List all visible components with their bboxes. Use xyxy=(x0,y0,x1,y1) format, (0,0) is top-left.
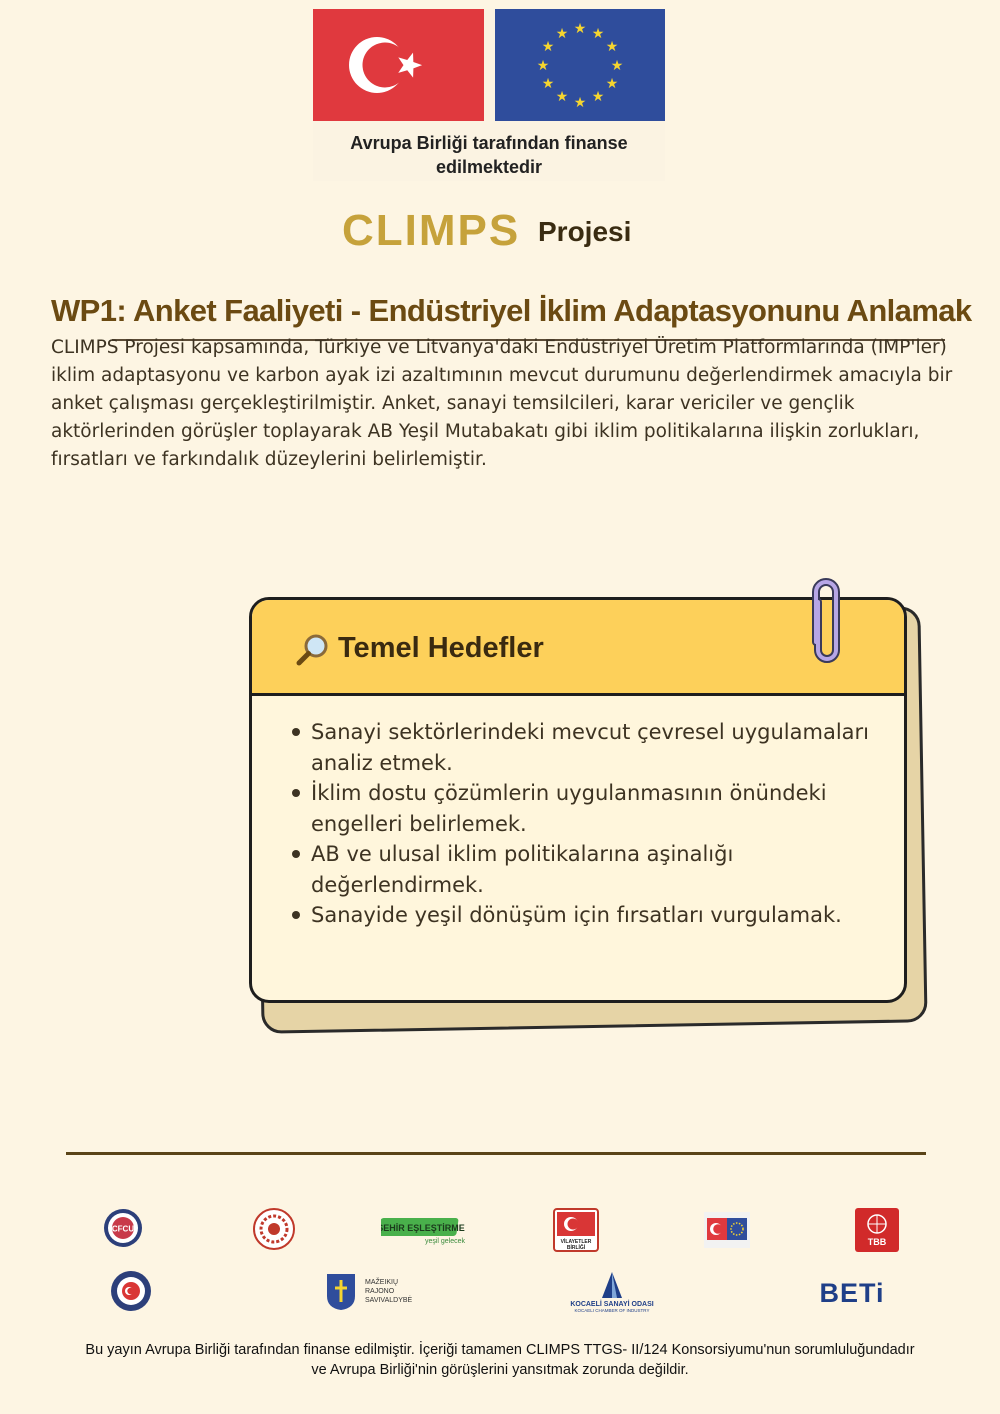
vilayetler-text-1: VİLAYETLER xyxy=(560,1239,592,1245)
list-item: Sanayi sektörlerindeki mevcut çevresel uygulamaları analiz etmek. xyxy=(288,717,888,778)
svg-text:★: ★ xyxy=(536,58,550,74)
cfcu-emblem-icon xyxy=(103,1208,143,1248)
mazeikiu-text-1: MAŽEIKIŲ xyxy=(365,1279,399,1286)
vilayetler-emblem-icon xyxy=(553,1208,599,1252)
svg-text:★: ★ xyxy=(541,39,555,55)
tbb-emblem-icon xyxy=(855,1208,899,1252)
svg-text:★: ★ xyxy=(591,89,605,105)
magnifier-icon xyxy=(296,632,332,668)
paperclip-icon xyxy=(802,572,850,664)
tbb-logo xyxy=(855,1208,899,1252)
eu-turkey-flags-icon xyxy=(704,1208,750,1252)
svg-text:★: ★ xyxy=(605,76,619,92)
mazeikiu-text-3: SAVIVALDYBĖ xyxy=(365,1297,413,1304)
intro-paragraph: CLIMPS Projesi kapsamında, Türkiye ve Litvanya'daki Endüstriyel Üretim Platformlarında (IMP'ler) iklim adaptasyonu ve karbon ayak izi azaltımının mevcut durumunu değerlendirmek amacıyla bir anket çalışması gerçekleştirilmiştir. Anket, sanayi temsilcileri, karar vericiler ve gençlik aktörlerinden görüşler toplayarak AB Yeşil Mutabakatı gibi iklim politikalarına ilişkin zorlukları, fırsatları ve farkındalık düzeylerini belirlemiştir. xyxy=(51,337,953,470)
page-title: WP1: Anket Faaliyeti - Endüstriyel İklim Adaptasyonunu Anlamak xyxy=(51,293,972,328)
mazeikiu-logo xyxy=(325,1272,435,1312)
kso-subtext: KOCAELI CHAMBER OF INDUSTRY xyxy=(574,1308,650,1313)
footer-divider xyxy=(66,1152,926,1155)
municipality-emblem-icon xyxy=(110,1270,152,1312)
eu-funding-block xyxy=(313,9,665,181)
svg-text:★: ★ xyxy=(555,26,569,42)
kso-mark xyxy=(562,1268,662,1314)
beti-text: BETi xyxy=(819,1278,885,1308)
eu-stars-icon xyxy=(495,9,665,121)
cfcu-label: CFCU xyxy=(111,1224,135,1234)
sehir-eslestirme-text: ŞEHİR EŞLEŞTİRME xyxy=(381,1223,465,1233)
vilayetler-text-2: BİRLİĞİ xyxy=(566,1245,586,1251)
vilayetler-birligi-logo xyxy=(553,1208,599,1252)
sehir-eslestirme-sub: yeşil gelecek xyxy=(424,1238,466,1245)
crescent-star-icon xyxy=(313,9,484,121)
beti-logo xyxy=(810,1274,894,1310)
cfcu-logo xyxy=(103,1208,143,1248)
svg-text:★: ★ xyxy=(591,26,605,42)
objectives-list xyxy=(288,717,888,931)
list-item: AB ve ulusal iklim politikalarına aşinalığı değerlendirmek. xyxy=(288,839,888,900)
card-title: Temel Hedefler xyxy=(338,632,544,664)
svg-text:★: ★ xyxy=(555,89,569,105)
svg-text:★: ★ xyxy=(541,76,555,92)
kso-text: KOCAELİ SANAYİ ODASI xyxy=(570,1301,654,1308)
eu-flag xyxy=(495,9,665,121)
svg-text:★: ★ xyxy=(610,58,624,74)
beti-mark xyxy=(810,1274,894,1310)
brand-subtitle: Projesi xyxy=(538,216,632,247)
svg-text:★: ★ xyxy=(605,39,619,55)
svg-text:★: ★ xyxy=(573,95,587,111)
svg-text:★: ★ xyxy=(573,21,587,37)
climps-logo: CLIMPS xyxy=(342,206,521,255)
project-brand xyxy=(342,202,662,262)
eu-turkey-logo xyxy=(704,1208,750,1252)
ministry-logo xyxy=(253,1208,295,1250)
municipality-logo xyxy=(110,1270,152,1312)
turkish-flag xyxy=(313,9,484,121)
eu-funding-caption: Avrupa Birliği tarafından finanse edilmektedir xyxy=(350,133,628,177)
sehir-eslestirme-logo xyxy=(381,1216,473,1246)
footer-disclaimer: Bu yayın Avrupa Birliği tarafından finanse edilmiştir. İçeriği tamamen CLIMPS TTGS- II/124 Konsorsiyumu'nun sorumluluğundadır ve Avrupa Birliği'nin görüşlerini yansıtmak zorunda değildir. xyxy=(85,1342,915,1378)
mazeikiu-mark xyxy=(325,1272,435,1312)
mazeikiu-text-2: RAJONO xyxy=(365,1288,395,1295)
list-item: Sanayide yeşil dönüşüm için fırsatları vurgulamak. xyxy=(288,900,888,931)
list-item: İklim dostu çözümlerin uygulanmasının önündeki engelleri belirlemek. xyxy=(288,778,888,839)
tbb-text: TBB xyxy=(867,1237,887,1247)
sehir-eslestirme-mark xyxy=(381,1216,473,1246)
ministry-emblem-icon xyxy=(253,1208,295,1250)
kocaeli-sanayi-odasi-logo xyxy=(562,1268,662,1314)
